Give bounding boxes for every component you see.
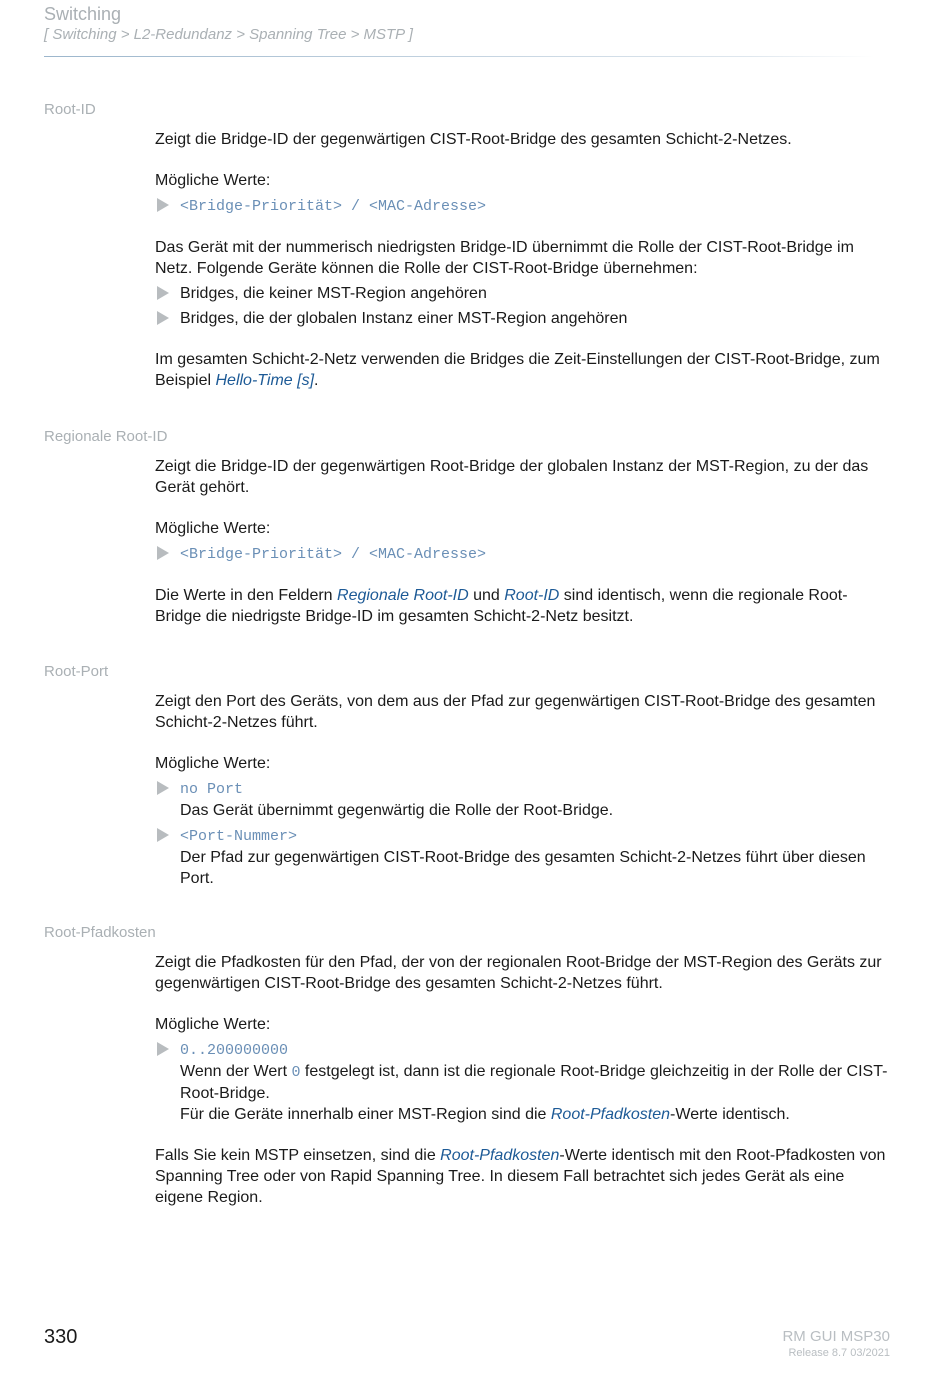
text: Die Werte in den Feldern <box>155 587 338 604</box>
text: und <box>468 587 505 604</box>
text: -Werte identisch. <box>670 1106 790 1123</box>
list-item <box>155 778 890 821</box>
paragraph <box>155 1145 890 1208</box>
value-description: Der Pfad zur gegenwärtigen CIST-Root-Bridge des gesamten Schicht-2-Netzes führt über diesen Port. <box>180 849 866 887</box>
regional-root-id-link[interactable]: Regionale Root-ID <box>337 587 469 604</box>
section-label: Root-Port <box>44 663 109 680</box>
list-item-text: Bridges, die keiner MST-Region angehören <box>180 285 487 302</box>
list-item <box>155 825 890 889</box>
page-header <box>44 3 884 45</box>
description: Zeigt die Bridge-ID der gegenwärtigen CIST-Root-Bridge des gesamten Schicht-2-Netzes. <box>155 131 792 148</box>
breadcrumb: [ Switching > L2-Redundanz > Spanning Tree > MSTP ] <box>44 26 413 43</box>
paragraph <box>155 349 890 391</box>
triangle-bullet-icon <box>157 1042 169 1056</box>
value-code: <Bridge-Priorität> / <MAC-Adresse> <box>180 198 487 215</box>
triangle-bullet-icon <box>157 286 169 300</box>
list-item <box>155 308 890 329</box>
triangle-bullet-icon <box>157 311 169 325</box>
value-code: 0..200000000 <box>180 1042 289 1059</box>
chapter-title: Switching <box>44 4 122 24</box>
triangle-bullet-icon <box>157 546 169 560</box>
text: sind identisch, wenn die regionale Root-Bridge die niedrigste Bridge-ID im gesamten Schicht-2-Netz besitzt. <box>155 587 848 625</box>
document-name: RM GUI MSP30 <box>782 1328 890 1345</box>
root-id-link[interactable]: Root-ID <box>504 587 560 604</box>
triangle-bullet-icon <box>157 198 169 212</box>
text: -Werte identisch mit den Root-Pfadkosten von Spanning Tree oder von Rapid Spanning Tree. In diesem Fall betrachtet sich jedes Gerät als eine eigene Region. <box>155 1147 886 1206</box>
list-item <box>155 283 890 304</box>
value-description: Das Gerät übernimmt gegenwärtig die Rolle der Root-Bridge. <box>180 802 614 819</box>
values-label: Mögliche Werte: <box>155 755 271 772</box>
description: Zeigt die Pfadkosten für den Pfad, der von der regionalen Root-Bridge der MST-Region des Geräts zur gegenwärtigen CIST-Root-Bridge des gesamten Schicht-2-Netzes führt. <box>155 954 882 992</box>
description: Zeigt den Port des Geräts, von dem aus der Pfad zur gegenwärtigen CIST-Root-Bridge des gesamten Schicht-2-Netzes führt. <box>155 693 876 731</box>
section-label: Regionale Root-ID <box>44 428 168 445</box>
zero-code: 0 <box>291 1064 301 1081</box>
text: Im gesamten Schicht-2-Netz verwenden die Bridges die Zeit-Einstellungen der CIST-Root-Bridge, zum Beispiel <box>155 351 880 389</box>
section-label: Root-Pfadkosten <box>44 924 156 941</box>
page-number: 330 <box>44 1326 78 1348</box>
footer-info <box>782 1328 890 1360</box>
list-item <box>155 1039 890 1125</box>
description: Zeigt die Bridge-ID der gegenwärtigen Root-Bridge der globalen Instanz der MST-Region, zu der das Gerät gehört. <box>155 458 869 496</box>
text: . <box>314 372 319 389</box>
root-path-cost-link[interactable]: Root-Pfadkosten <box>440 1147 560 1164</box>
release-info: Release 8.7 03/2021 <box>788 1347 890 1359</box>
triangle-bullet-icon <box>157 781 169 795</box>
text: Für die Geräte innerhalb einer MST-Region sind die <box>180 1106 551 1123</box>
value-code: <Bridge-Priorität> / <MAC-Adresse> <box>180 546 487 563</box>
values-label: Mögliche Werte: <box>155 520 271 537</box>
value-code: no Port <box>180 781 244 798</box>
value-code: <Port-Nummer> <box>180 828 298 845</box>
text: Wenn der Wert <box>180 1063 292 1080</box>
root-path-cost-link[interactable]: Root-Pfadkosten <box>550 1106 671 1123</box>
values-label: Mögliche Werte: <box>155 172 271 189</box>
values-label: Mögliche Werte: <box>155 1016 271 1033</box>
list-item <box>155 195 890 217</box>
text: Falls Sie kein MSTP einsetzen, sind die <box>155 1147 441 1164</box>
section-label: Root-ID <box>44 101 96 118</box>
text: festgelegt ist, dann ist die regionale Root-Bridge gleichzeitig in der Rolle der CIST-Root-Bridge. <box>180 1063 888 1102</box>
paragraph: Das Gerät mit der nummerisch niedrigsten Bridge-ID übernimmt die Rolle der CIST-Root-Bridge im Netz. Folgende Geräte können die Rolle der CIST-Root-Bridge übernehmen: <box>155 239 854 277</box>
list-item-text: Bridges, die der globalen Instanz einer MST-Region angehören <box>180 310 628 327</box>
list-item <box>155 543 890 565</box>
triangle-bullet-icon <box>157 828 169 842</box>
hello-time-link[interactable]: Hello-Time [s] <box>215 372 315 389</box>
header-divider <box>44 56 874 57</box>
paragraph <box>155 585 890 627</box>
